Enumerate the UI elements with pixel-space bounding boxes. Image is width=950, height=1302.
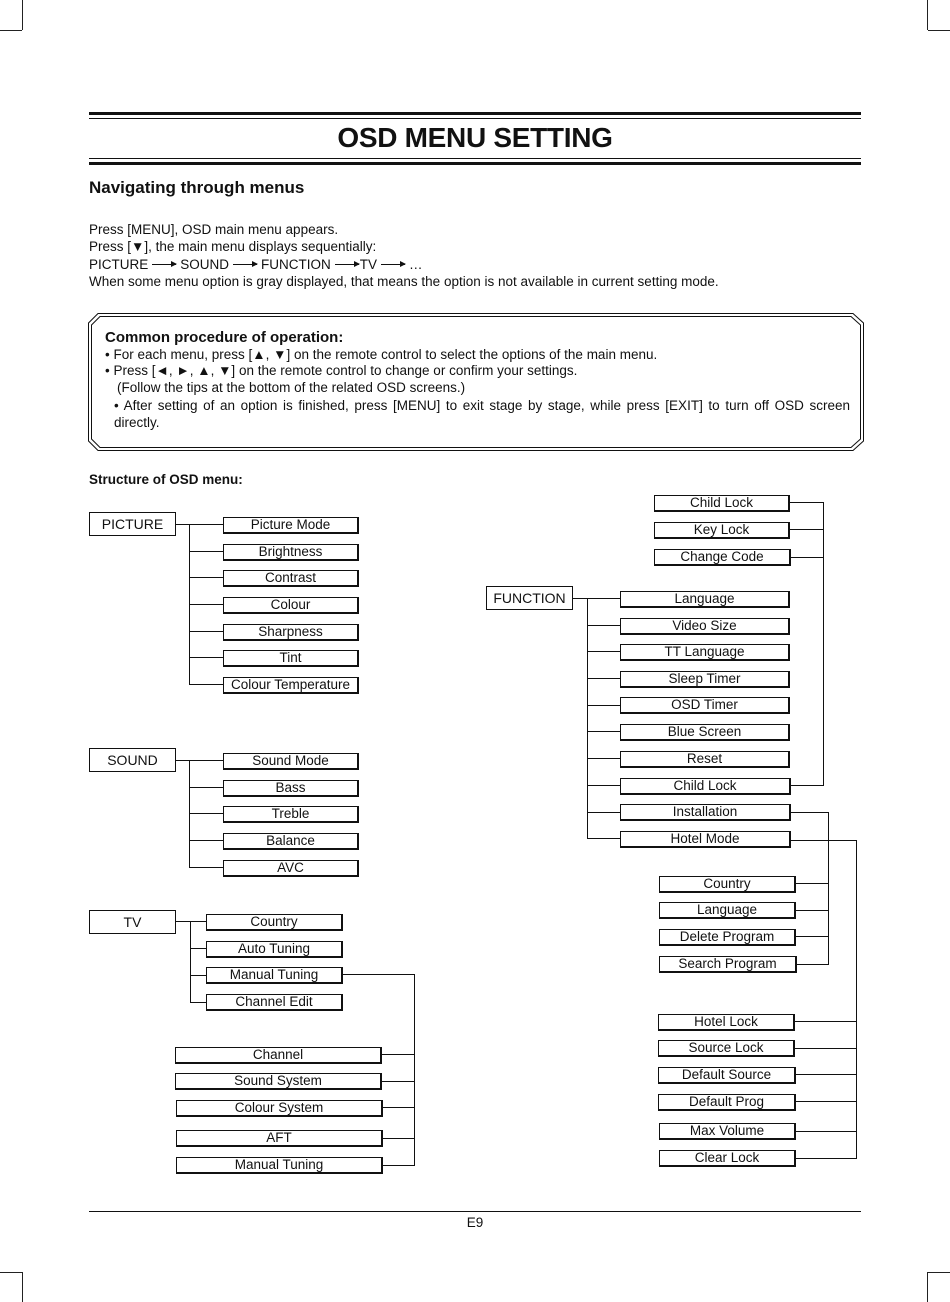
sequence-item: FUNCTION: [261, 257, 331, 272]
submenu-item-default-prog: Default Prog: [658, 1094, 796, 1111]
menu-item-sharpness: Sharpness: [223, 624, 359, 641]
menu-item-sleep-timer: Sleep Timer: [620, 671, 790, 688]
menu-function: FUNCTION: [486, 586, 573, 610]
menu-item-reset: Reset: [620, 751, 790, 768]
procedure-item: • Press [◄, ►, ▲, ▼] on the remote control to change or confirm your settings.: [105, 363, 578, 378]
menu-item-auto-tuning: Auto Tuning: [206, 941, 343, 958]
menu-item-country: Country: [206, 914, 343, 931]
menu-tv: TV: [89, 910, 176, 934]
submenu-item-sound-system: Sound System: [175, 1073, 382, 1090]
menu-item-picture-mode: Picture Mode: [223, 517, 359, 534]
menu-item-video-size: Video Size: [620, 618, 790, 635]
submenu-item-delete-program: Delete Program: [659, 929, 796, 946]
section-heading: Navigating through menus: [89, 178, 305, 197]
intro-line: Press [▼], the main menu displays sequentially:: [89, 239, 377, 254]
procedure-item: • After setting of an option is finished, press [MENU] to exit stage by stage, while press [EXIT] to turn off OSD screen directly.: [114, 398, 850, 430]
submenu-item-channel: Channel: [175, 1047, 382, 1064]
menu-item-colour-temperature: Colour Temperature: [223, 677, 359, 694]
menu-item-channel-edit: Channel Edit: [206, 994, 343, 1011]
menu-item-brightness: Brightness: [223, 544, 359, 561]
sequence-item: …: [409, 257, 423, 272]
submenu-item-max-volume: Max Volume: [659, 1123, 796, 1140]
sequence-item: TV: [359, 257, 378, 272]
menu-item-installation: Installation: [620, 804, 791, 821]
menu-item-bass: Bass: [223, 780, 359, 797]
submenu-item-clear-lock: Clear Lock: [659, 1150, 796, 1167]
procedure-heading: Common procedure of operation:: [105, 329, 344, 346]
menu-item-language: Language: [620, 591, 790, 608]
submenu-item-country: Country: [659, 876, 796, 893]
menu-item-balance: Balance: [223, 833, 359, 850]
submenu-item-default-source: Default Source: [658, 1067, 796, 1084]
intro-line: Press [MENU], OSD main menu appears.: [89, 222, 339, 237]
page-title: OSD MENU SETTING: [337, 122, 613, 153]
menu-sound: SOUND: [89, 748, 176, 772]
menu-item-blue-screen: Blue Screen: [620, 724, 790, 741]
menu-item-child-lock: Child Lock: [620, 778, 791, 795]
footer-rule: [89, 1211, 861, 1212]
sequence-item: SOUND: [180, 257, 230, 272]
submenu-item-manual-tuning: Manual Tuning: [176, 1157, 383, 1174]
submenu-item-change-code: Change Code: [654, 549, 791, 566]
submenu-item-colour-system: Colour System: [176, 1100, 383, 1117]
menu-item-treble: Treble: [223, 806, 359, 823]
menu-item-colour: Colour: [223, 597, 359, 614]
sequence-item: PICTURE: [89, 257, 149, 272]
procedure-item-note: (Follow the tips at the bottom of the related OSD screens.): [117, 380, 466, 395]
submenu-item-key-lock: Key Lock: [654, 522, 790, 539]
submenu-item-search-program: Search Program: [659, 956, 797, 973]
menu-item-tint: Tint: [223, 650, 359, 667]
structure-heading: Structure of OSD menu:: [89, 472, 243, 487]
submenu-item-aft: AFT: [176, 1130, 383, 1147]
page-number: E9: [466, 1215, 484, 1230]
menu-picture: PICTURE: [89, 512, 176, 536]
menu-item-avc: AVC: [223, 860, 359, 877]
menu-item-contrast: Contrast: [223, 570, 359, 587]
submenu-item-child-lock: Child Lock: [654, 495, 790, 512]
intro-line: When some menu option is gray displayed, that means the option is not available in current setting mode.: [89, 274, 719, 289]
menu-item-osd-timer: OSD Timer: [620, 697, 790, 714]
menu-item-manual-tuning: Manual Tuning: [206, 967, 343, 984]
procedure-item: • For each menu, press [▲, ▼] on the remote control to select the options of the main menu.: [105, 347, 658, 362]
submenu-item-hotel-lock: Hotel Lock: [658, 1014, 795, 1031]
menu-item-hotel-mode: Hotel Mode: [620, 831, 791, 848]
submenu-item-source-lock: Source Lock: [658, 1040, 795, 1057]
menu-item-tt-language: TT Language: [620, 644, 790, 661]
submenu-item-language: Language: [659, 902, 796, 919]
menu-item-sound-mode: Sound Mode: [223, 753, 359, 770]
